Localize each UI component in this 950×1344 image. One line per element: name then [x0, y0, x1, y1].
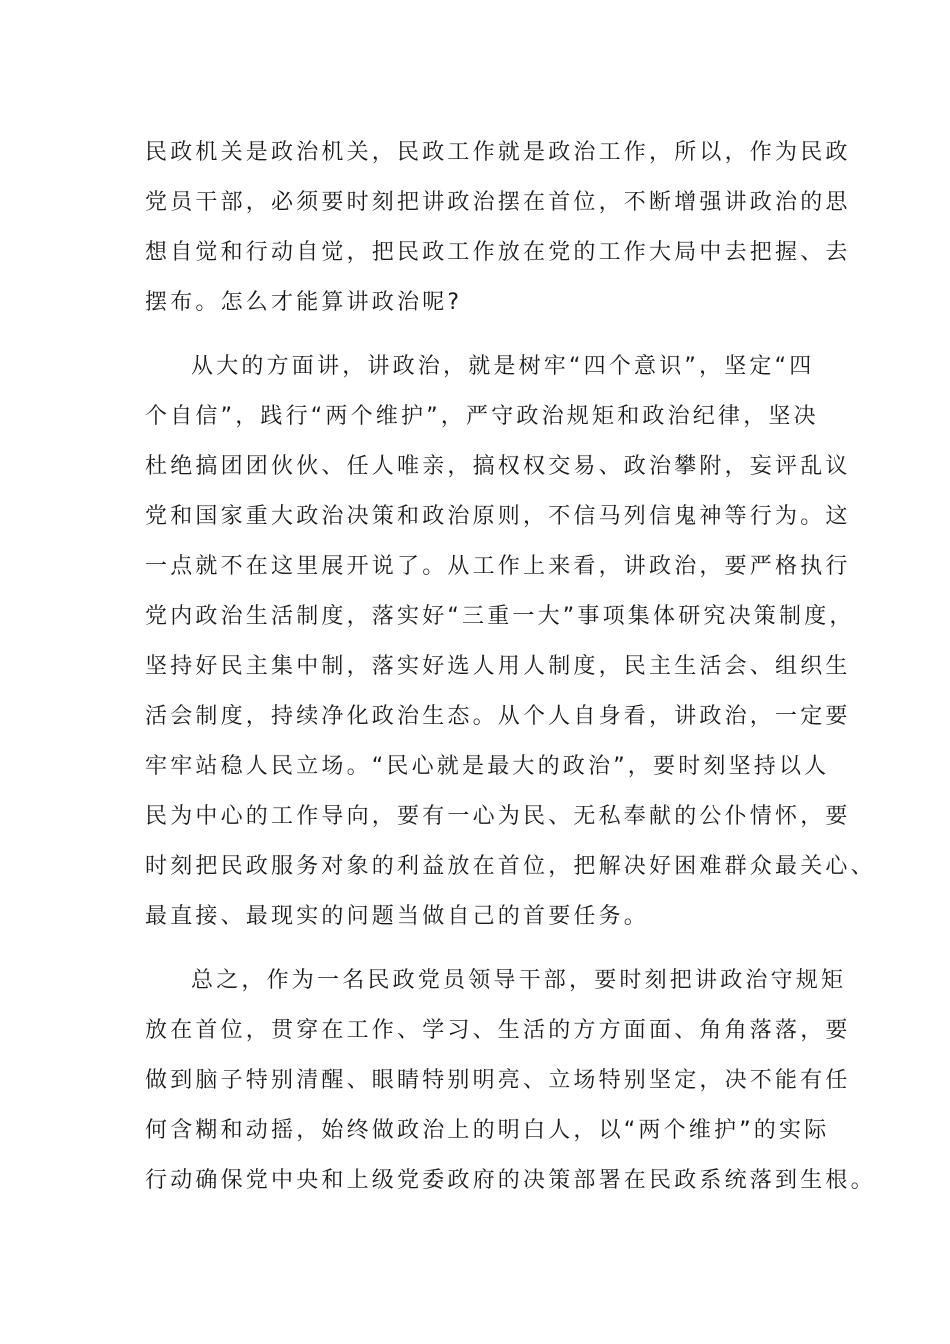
paragraph-spacer: [145, 942, 825, 956]
paragraph-2: [145, 342, 876, 942]
text-line: 放在首位，贯穿在工作、学习、生活的方方面面、角角落落，要: [145, 1018, 851, 1043]
text-line: 一点就不在这里展开说了。从工作上来看，讲政治，要严格执行: [145, 554, 851, 579]
paragraph-spacer: [145, 328, 825, 342]
text-line: 个自信”，践行“两个维护”，严守政治规矩和政治纪律，坚决: [145, 404, 819, 429]
text-line: 党和国家重大政治决策和政治原则，不信马列信鬼神等行为。这: [145, 504, 851, 529]
text-line: 民为中心的工作导向，要有一心为民、无私奉献的公仆情怀，要: [145, 804, 851, 829]
text-line: 想自觉和行动自觉，把民政工作放在党的工作大局中去把握、去: [145, 240, 851, 265]
text-line: 做到脑子特别清醒、眼睛特别明亮、立场特别坚定，决不能有任: [145, 1068, 851, 1093]
text-line: 从大的方面讲，讲政治，就是树牢“四个意识”，坚定“四: [191, 354, 815, 379]
text-line: 摆布。怎么才能算讲政治呢?: [145, 290, 463, 315]
text-line: 最直接、最现实的问题当做自己的首要任务。: [145, 904, 650, 929]
paragraph-1: [145, 128, 851, 328]
text-line: 民政机关是政治机关，民政工作就是政治工作，所以，作为民政: [145, 140, 851, 165]
text-line: 杜绝搞团团伙伙、任人唯亲，搞权权交易、政治攀附，妄评乱议: [145, 454, 851, 479]
text-line: 总之，作为一名民政党员领导干部，要时刻把讲政治守规矩: [191, 968, 847, 993]
text-line: 党内政治生活制度，落实好“三重一大”事项集体研究决策制度，: [145, 604, 855, 629]
document-body: [145, 128, 876, 1206]
text-line: 行动确保党中央和上级党委政府的决策部署在民政系统落到生根。: [145, 1168, 876, 1193]
text-line: 时刻把民政服务对象的利益放在首位，把解决好困难群众最关心、: [145, 854, 876, 879]
text-line: 坚持好民主集中制，落实好选人用人制度，民主生活会、组织生: [145, 654, 851, 679]
paragraph-3: [145, 956, 876, 1206]
text-line: 牢牢站稳人民立场。“民心就是最大的政治”，要时刻坚持以人: [145, 754, 830, 779]
text-line: 何含糊和动摇，始终做政治上的明白人，以“两个维护”的实际: [145, 1118, 830, 1143]
text-line: 活会制度，持续净化政治生态。从个人自身看，讲政治，一定要: [145, 704, 851, 729]
text-line: 党员干部，必须要时刻把讲政治摆在首位，不断增强讲政治的思: [145, 190, 851, 215]
